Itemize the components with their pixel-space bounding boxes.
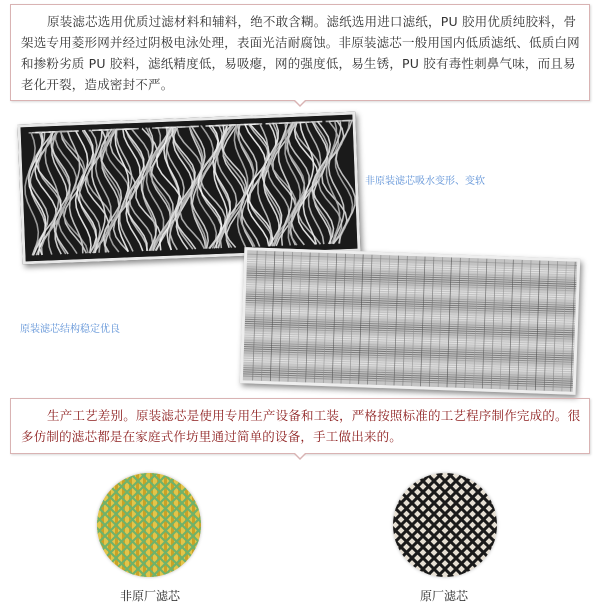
intro-text: 原装滤芯选用优质过滤材料和辅料，绝不敢含糊。滤纸选用进口滤纸，PU 胶用优质纯胶料，骨架选专用菱形网并经过阴极电泳处理，表面光洁耐腐蚀。非原装滤芯一般用国内低质滤纸、低质白网和掺粉劣质 PU 胶料，滤纸精度低，易吸瘪，网的强度低，易生锈，PU 胶有毒性刺鼻气味，而且易老化开裂，造成密封不严。	[21, 14, 580, 92]
original-mesh-image	[393, 473, 497, 577]
intro-text-box	[10, 4, 590, 101]
process-text-box	[10, 398, 590, 454]
original-filter-label: 原厂滤芯	[420, 589, 469, 603]
original-filter-photo	[240, 247, 581, 395]
original-filter-caption: 原装滤芯结构稳定优良	[20, 324, 120, 335]
intro-box-pointer	[293, 100, 307, 107]
nonoriginal-mesh-image	[97, 473, 201, 577]
nonoriginal-filter-caption: 非原装滤芯吸水变形、变软	[365, 176, 485, 187]
nonoriginal-filter-photo	[17, 112, 360, 265]
process-text: 生产工艺差别。原装滤芯是使用专用生产设备和工装，严格按照标准的工艺程序制作完成的。很多仿制的滤芯都是在家庭式作坊里通过简单的设备，手工做出来的。	[21, 408, 581, 444]
nonoriginal-filter-label: 非原厂滤芯	[120, 589, 181, 603]
process-box-pointer	[293, 453, 307, 460]
